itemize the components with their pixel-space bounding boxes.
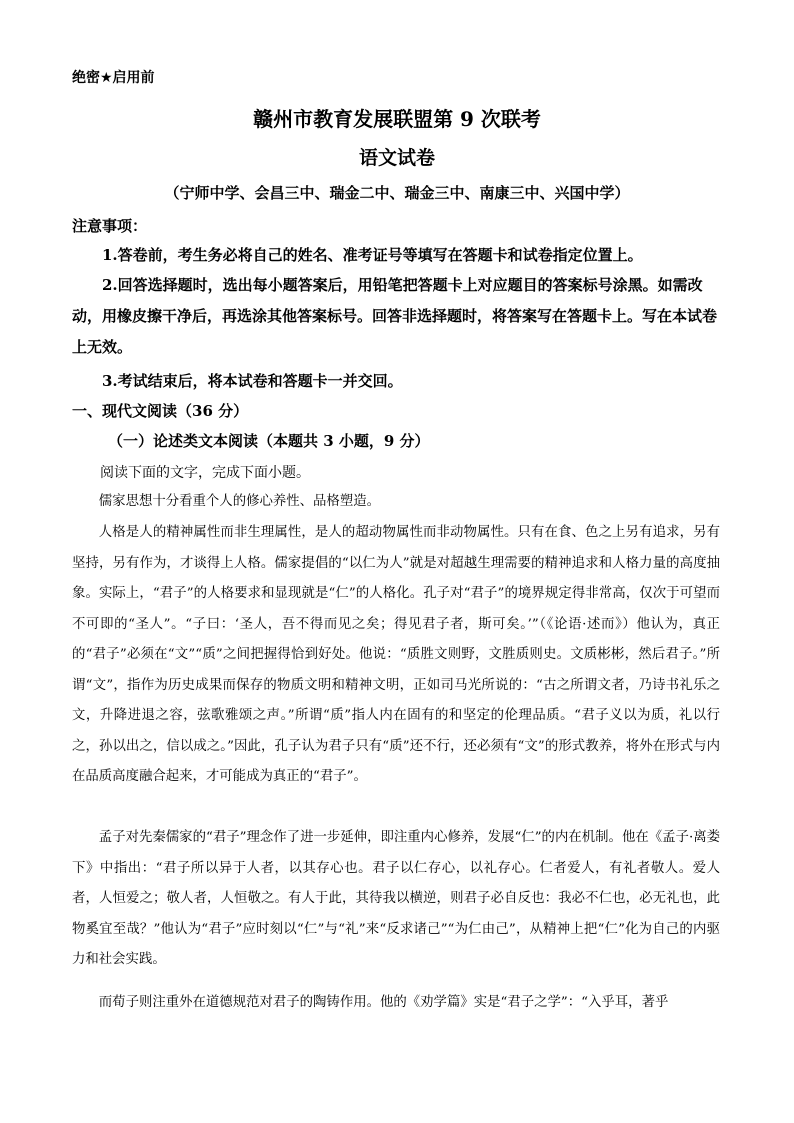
exam-title: 赣州市教育发展联盟第 9 次联考 bbox=[253, 107, 541, 131]
notice-heading: 注意事项： bbox=[72, 217, 148, 235]
essay-paragraph: 而荀子则注重外在道德规范对君子的陶铸作用。他的《劝学篇》实是“君子之学”：“入乎耳，著乎 bbox=[98, 995, 669, 1010]
subject-title: 语文试卷 bbox=[358, 147, 435, 169]
notice-item: 3.考试结束后，将本试卷和答题卡一并交回。 bbox=[102, 372, 403, 390]
reading-instruction: 阅读下面的文字，完成下面小题。 bbox=[100, 465, 310, 481]
school-list: （宁师中学、会昌三中、瑞金二中、瑞金三中、南康三中、兴国中学） bbox=[164, 184, 630, 202]
notice-item: 1.答卷前，考生务必将自己的姓名、准考证号等填写在答题卡和试卷指定位置上。 bbox=[102, 246, 643, 264]
essay-paragraph: 人格是人的精神属性而非生理属性，是人的超动物属性而非动物属性。只有在食、色之上另有追求，另有坚持，另有作为，才谈得上人格。儒家提倡的“以仁为人”就是对超越生理需要的精神追求和人格力量的高度抽象。实际上，“君子”的人格要求和显现就是“仁”的人格化。孔子对“君子”的境界规定得非常高，仅次于可望而不可即的“圣人”。“子曰：‘圣人，吾不得而见之矣；得见君子者，斯可矣。’”（《论语·述而》）他认为，真正的“君子”必须在“文”“质”之间把握得恰到好处。他说：“质胜文则野，文胜质则史。文质彬彬，然后君子。”所谓“文”，指作为历史成果而保存的物质文明和精神文明，正如司马光所说的：“古之所谓文者，乃诗书礼乐之文，升降进退之容，弦歌雅颂之声。”所谓“质”指人内在固有的和坚定的伦理品质。“君子义以为质，礼以行之，孙以出之，信以成之。”因此，孔子认为君子只有“质”还不行，还必须有“文”的形式教养，将外在形式与内在品质高度融合起来，才可能成为真正的“君子”。 bbox=[72, 525, 720, 784]
essay-paragraph: 孟子对先秦儒家的“君子”理念作了进一步延伸，即注重内心修养，发展“仁”的内在机制。他在《孟子·离娄下》中指出：“君子所以异于人者，以其存心也。君子以仁存心，以礼存心。仁者爱人，有礼者敬人。爱人者，人恒爱之；敬人者，人恒敬之。有人于此，其待我以横逆，则君子必自反也：我必不仁也，必无礼也，此物奚宜至哉？”他认为“君子”应时刻以“仁”与“礼”来“反求诸己”“为仁由己”，从精神上把“仁”化为自己的内驱力和社会实践。 bbox=[72, 830, 720, 967]
notice-item: 2.回答选择题时，选出每小题答案后，用铅笔把答题卡上对应题目的答案标号涂黑。如需改动，用橡皮擦干净后，再选涂其他答案标号。回答非选择题时，将答案写在答题卡上。写在本试卷上无效。 bbox=[72, 276, 718, 356]
essay-paragraph: 儒家思想十分看重个人的修心养性、品格塑造。 bbox=[98, 494, 380, 509]
section-heading: 一、现代文阅读（36 分） bbox=[72, 402, 249, 420]
subsection-heading: （一）论述类文本阅读（本题共 3 小题，9 分） bbox=[108, 432, 430, 450]
confidential-label: 绝密★启用前 bbox=[72, 70, 155, 86]
